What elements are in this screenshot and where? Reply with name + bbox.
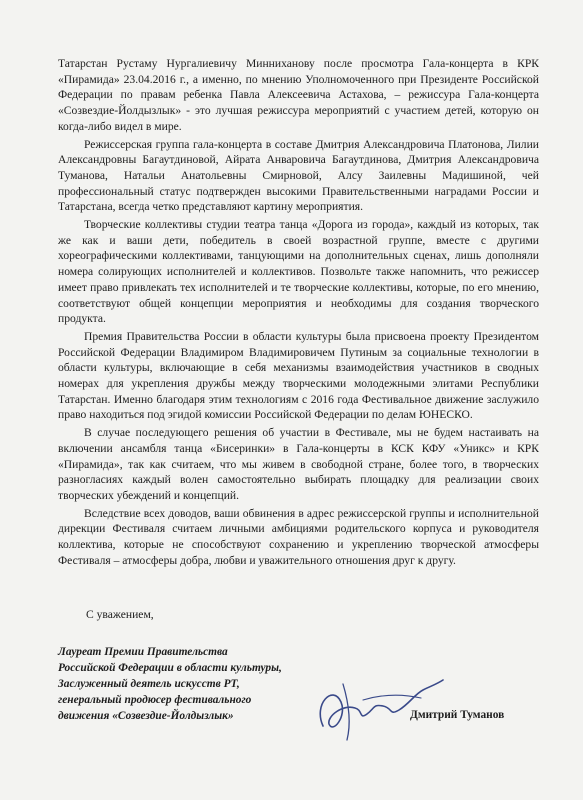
handwritten-signature bbox=[303, 664, 453, 744]
paragraph-6: Вследствие всех доводов, ваши обвинения в адрес режиссерской группы и исполнительной дирекции Фестиваля считаем личными амбициями родительского корпуса и руководителя коллектива, которые не способствуют сохранению и укреплению творческой атмосферы Фестиваля – атмосферы добра, любви и уважительного отношения друг к другу. bbox=[58, 506, 539, 567]
paragraph-1: Татарстан Рустаму Нургалиевичу Минниханову после просмотра Гала-концерта в КРК «Пирамида» 23.04.2016 г., а именно, по мнению Уполномоченного при Президенте Российской Федерации по правам ребенка Павла Алексеевича Астахова, – режиссура Гала-концерта «Созвездие-Йолдызлык» - это лучшая режиссура мероприятий с участием детей, которую он когда-либо видел в мире. bbox=[58, 57, 539, 133]
signatory-name: Дмитрий Туманов bbox=[410, 708, 505, 721]
signatory-title-line: Российской Федерации в области культуры, bbox=[58, 661, 282, 674]
signatory-title-line: Заслуженный деятель искусств РТ, bbox=[58, 677, 240, 690]
letter-body bbox=[58, 56, 539, 569]
paragraph-4: Премия Правительства России в области культуры была присвоена проекту Президентом Российской Федерации Владимиром Владимировичем Путиным за социальные технологии в области культуры, включающие в себя механизмы взаимодействия участников в сводных номерах для укрепления дружбы между творческими молодежными элитами Республики Татарстан. Именно благодаря этим технологиям с 2016 года Фестивальное движение заслужило право находиться под эгидой комиссии Российской Федерации по делам ЮНЕСКО. bbox=[58, 329, 539, 422]
paragraph-5: В случае последующего решения об участии в Фестивале, мы не будем настаивать на включении ансамбля танца «Бисеринки» в Гала-концерты в КСК КФУ «Уникс» и КРК «Пирамида», так как считаем, что мы живем в свободной стране, более того, в творческих разногласиях каждый волен самостоятельно выбирать площадку для реализации своих творческих убеждений и концепций. bbox=[58, 426, 539, 502]
paragraph-2: Режиссерская группа гала-концерта в составе Дмитрия Александровича Платонова, Лилии Александровны Багаутдиновой, Айрата Анваровича Багаутдинова, Дмитрия Александровича Туманова, Натальи Анатольевны Смирновой, Алсу Заилевны Мадишиной, чей профессиональный статус подтвержден высокими Правительственными наградами России и Татарстана, всегда четко представляют картину мероприятия. bbox=[58, 137, 539, 214]
paragraph-3: Творческие коллективы студии театра танца «Дорога из города», каждый из которых, так же как и ваши дети, победитель в своей возрастной группе, вместе с другими хореографическими коллективами, танцующими на дополнительных сценах, лишь дополняли номера солирующих исполнителей и коллективов. Позвольте также напомнить, что режиссер имеет право привлекать тех исполнителей и те творческие коллективы, которые, по его мнению, соответствуют общей концепции мероприятия и необходимы для создания творческого продукта. bbox=[58, 218, 539, 326]
closing-salutation: С уважением, bbox=[86, 607, 154, 621]
signatory-title-line: генеральный продюсер фестивального bbox=[58, 693, 252, 706]
signatory-title-line: Лауреат Премии Правительства bbox=[58, 645, 228, 658]
signature-block bbox=[58, 644, 539, 724]
signatory-title-line: движения «Созвездие-Йолдызлык» bbox=[58, 709, 234, 722]
